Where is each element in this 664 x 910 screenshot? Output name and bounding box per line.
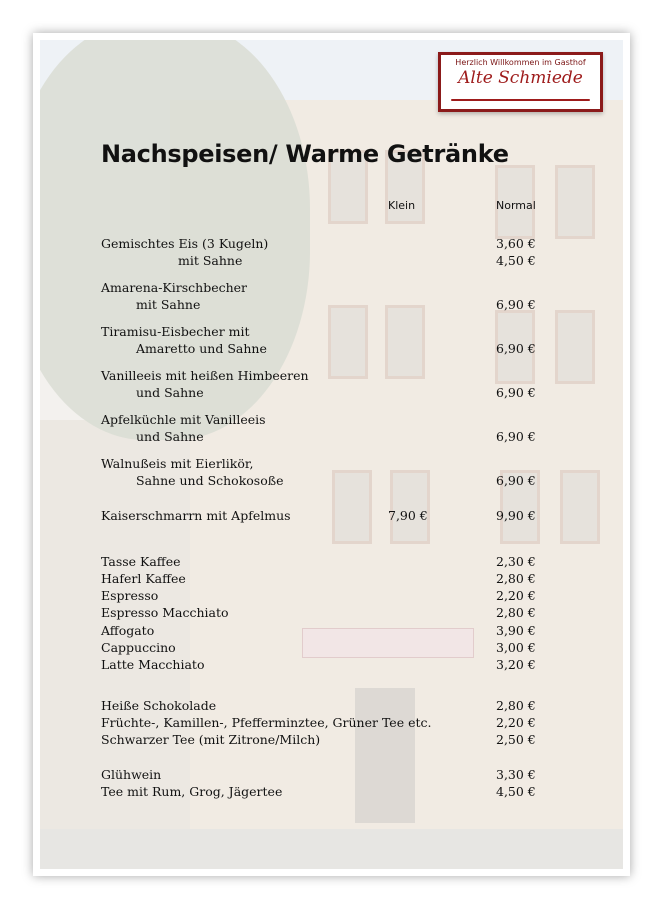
tea-name: Früchte-, Kamillen-, Pfefferminztee, Grüner Tee etc. (101, 715, 432, 730)
logo-swoosh (451, 99, 590, 101)
gasthof-logo (438, 52, 603, 112)
dessert-line1: Gemischtes Eis (3 Kugeln) (101, 236, 269, 251)
coffee-price: 3,20 € (496, 657, 536, 672)
tea-price: 2,50 € (496, 732, 536, 747)
dessert-line2: Sahne und Schokosoße (136, 473, 284, 488)
dessert-line1: Vanilleeis mit heißen Himbeeren (101, 368, 309, 383)
dessert-line2: Amaretto und Sahne (136, 341, 267, 356)
dessert-price2: 6,90 € (496, 473, 536, 488)
dessert-price2: 6,90 € (496, 385, 536, 400)
tea-name: Schwarzer Tee (mit Zitrone/Milch) (101, 732, 321, 747)
coffee-name: Affogato (101, 623, 155, 638)
column-header-small: Klein (388, 199, 416, 212)
kaiserschmarrn-price-normal: 9,90 € (496, 508, 536, 523)
page-title: Nachspeisen/ Warme Getränke (101, 140, 509, 168)
coffee-name: Cappuccino (101, 640, 176, 655)
warm-drink-name: Glühwein (101, 767, 162, 782)
dessert-price2: 6,90 € (496, 429, 536, 444)
tea-price: 2,80 € (496, 698, 536, 713)
coffee-name: Espresso (101, 588, 159, 603)
dessert-line2: und Sahne (136, 385, 204, 400)
warm-drink-price: 3,30 € (496, 767, 536, 782)
coffee-price: 3,00 € (496, 640, 536, 655)
dessert-line1: Apfelküchle mit Vanilleeis (101, 412, 266, 427)
coffee-price: 2,80 € (496, 571, 536, 586)
dessert-price2: 6,90 € (496, 341, 536, 356)
coffee-name: Haferl Kaffee (101, 571, 186, 586)
building-door (355, 688, 415, 823)
logo-welcome-text: Herzlich Willkommen im Gasthof (455, 58, 586, 67)
coffee-name: Latte Macchiato (101, 657, 205, 672)
dessert-price2: 4,50 € (496, 253, 536, 268)
coffee-price: 3,90 € (496, 623, 536, 638)
coffee-price: 2,30 € (496, 554, 536, 569)
warm-drink-name: Tee mit Rum, Grog, Jägertee (101, 784, 283, 799)
warm-drink-price: 4,50 € (496, 784, 536, 799)
tea-name: Heiße Schokolade (101, 698, 217, 713)
kaiserschmarrn-price-small: 7,90 € (388, 508, 428, 523)
tea-price: 2,20 € (496, 715, 536, 730)
dessert-line2: mit Sahne (136, 297, 201, 312)
coffee-price: 2,20 € (496, 588, 536, 603)
building-sign (302, 628, 474, 658)
coffee-name: Espresso Macchiato (101, 605, 229, 620)
logo-name: Alte Schmiede (458, 68, 583, 88)
dessert-line1: Walnußeis mit Eierlikör, (101, 456, 254, 471)
dessert-price2: 6,90 € (496, 297, 536, 312)
dessert-line2: mit Sahne (178, 253, 243, 268)
coffee-name: Tasse Kaffee (101, 554, 181, 569)
dessert-price1: 3,60 € (496, 236, 536, 251)
coffee-price: 2,80 € (496, 605, 536, 620)
kaiserschmarrn-name: Kaiserschmarrn mit Apfelmus (101, 508, 291, 523)
column-header-normal: Normal (496, 199, 536, 212)
dessert-line1: Tiramisu-Eisbecher mit (101, 324, 250, 339)
dessert-line1: Amarena-Kirschbecher (101, 280, 248, 295)
dessert-line2: und Sahne (136, 429, 204, 444)
